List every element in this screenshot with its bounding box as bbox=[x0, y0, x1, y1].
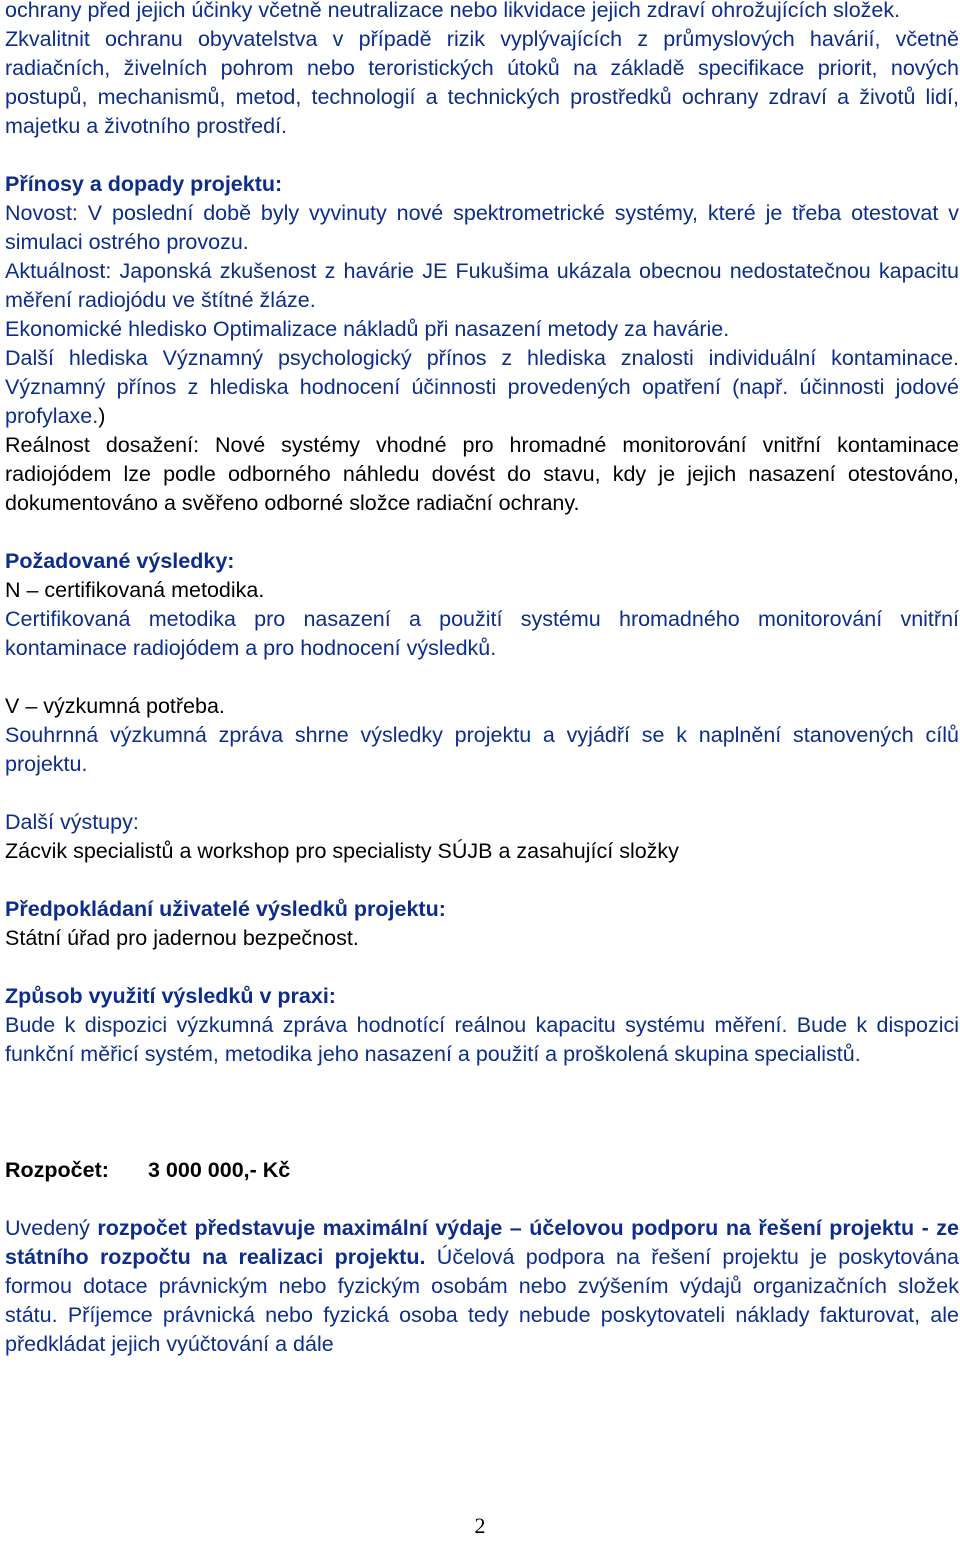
feasibility-text: Reálnost dosažení: Nové systémy vhodné pro hromadné monitorování vnitřní kontaminace radiojódem lze podle odborného náhledu dovést do stavu, kdy je jejich nasazení otestováno, dokumentováno a svěřeno odborné složce radiační ochrany. bbox=[5, 433, 959, 515]
other-outputs-heading: Další výstupy: bbox=[5, 810, 139, 834]
economic-text: Ekonomické hledisko Optimalizace nákladů při nasazení metody za havárie. bbox=[5, 317, 730, 341]
budget-line bbox=[5, 1156, 959, 1185]
budget-text-lead: Uvedený bbox=[5, 1216, 90, 1240]
other-aspects-blue: Významný přínos z hlediska hodnocení účinnosti provedených opatření (např. účinnosti jodové profylaxe. bbox=[5, 375, 959, 428]
budget-text-bold: rozpočet představuje maximální výdaje – účelovou podporu na řešení projektu - ze státního rozpočtu na realizaci projektu. bbox=[5, 1216, 959, 1269]
spacer bbox=[5, 953, 959, 982]
budget-text bbox=[5, 1214, 959, 1359]
other-outputs-text: Zácvik specialistů a workshop pro specialisty SÚJB a zasahující složky bbox=[5, 839, 679, 863]
objective-text: Zkvalitnit ochranu obyvatelstva v případě rizik vyplývajících z průmyslových havárií, včetně radiačních, živelních pohrom nebo teroristických útoků na základě specifikace priorit, nových postupů, mechanismů, metod, technologií a technických prostředků ochrany zdraví a životů lidí, majetku a životního prostředí. bbox=[5, 27, 959, 138]
spacer bbox=[5, 866, 959, 895]
actuality-text: Aktuálnost: Japonská zkušenost z havárie JE Fukušima ukázala obecnou nedostatečnou kapacitu měření radiojódu ve štítné žláze. bbox=[5, 259, 959, 312]
spacer bbox=[5, 1185, 959, 1214]
results-heading: Požadované výsledky: bbox=[5, 549, 235, 573]
usage-heading: Způsob využití výsledků v praxi: bbox=[5, 984, 336, 1008]
document-page bbox=[5, 0, 959, 1359]
result-v-text: Souhrnná výzkumná zpráva shrne výsledky projektu a vyjádří se k naplnění stanovených cílů projektu. bbox=[5, 723, 959, 776]
usage-text: Bude k dispozici výzkumná zpráva hodnotící reálnou kapacitu systému měření. Bude k dispozici funkční měřicí systém, metodika jeho nasazení a použití a proškolená skupina specialistů. bbox=[5, 1013, 959, 1066]
result-v-title: V – výzkumná potřeba. bbox=[5, 694, 225, 718]
novelty-text: Novost: V poslední době byly vyvinuty nové spektrometrické systémy, které je třeba otestovat v simulaci ostrého provozu. bbox=[5, 201, 959, 254]
budget-text-rest: Účelová podpora na řešení projektu je poskytována formou dotace právnickým nebo fyzickým osobám nebo zvýšením výdajů organizačních složek státu. Příjemce právnická nebo fyzická osoba tedy nebude poskytovateli náklady fakturovat, ale předkládat jejich vyúčtování a dále bbox=[5, 1245, 959, 1356]
result-n-text: Certifikovaná metodika pro nasazení a použití systému hromadného monitorování vnitřní kontaminace radiojódem a pro hodnocení výsledků. bbox=[5, 607, 959, 660]
budget-amount: 3 000 000,- Kč bbox=[148, 1158, 291, 1182]
benefits-heading: Přínosy a dopady projektu: bbox=[5, 172, 283, 196]
users-heading: Předpokládaní uživatelé výsledků projektu: bbox=[5, 897, 446, 921]
spacer bbox=[5, 663, 959, 692]
result-n-title: N – certifikovaná metodika. bbox=[5, 578, 265, 602]
users-text: Státní úřad pro jadernou bezpečnost. bbox=[5, 926, 359, 950]
protection-text: ochrany před jejich účinky včetně neutralizace nebo likvidace jejich zdraví ohrožujících složek. bbox=[5, 0, 901, 22]
other-aspects-text bbox=[5, 344, 959, 431]
budget-label: Rozpočet: bbox=[5, 1158, 109, 1182]
spacer bbox=[5, 518, 959, 547]
spacer bbox=[5, 1069, 959, 1156]
other-aspects-end: ) bbox=[98, 404, 106, 428]
other-aspects-start: Další hlediska Významný psychologický přínos z hlediska znalosti individuální kontaminace. bbox=[5, 346, 959, 370]
page-number: 2 bbox=[474, 1513, 486, 1538]
spacer bbox=[5, 141, 959, 170]
spacer bbox=[5, 779, 959, 808]
